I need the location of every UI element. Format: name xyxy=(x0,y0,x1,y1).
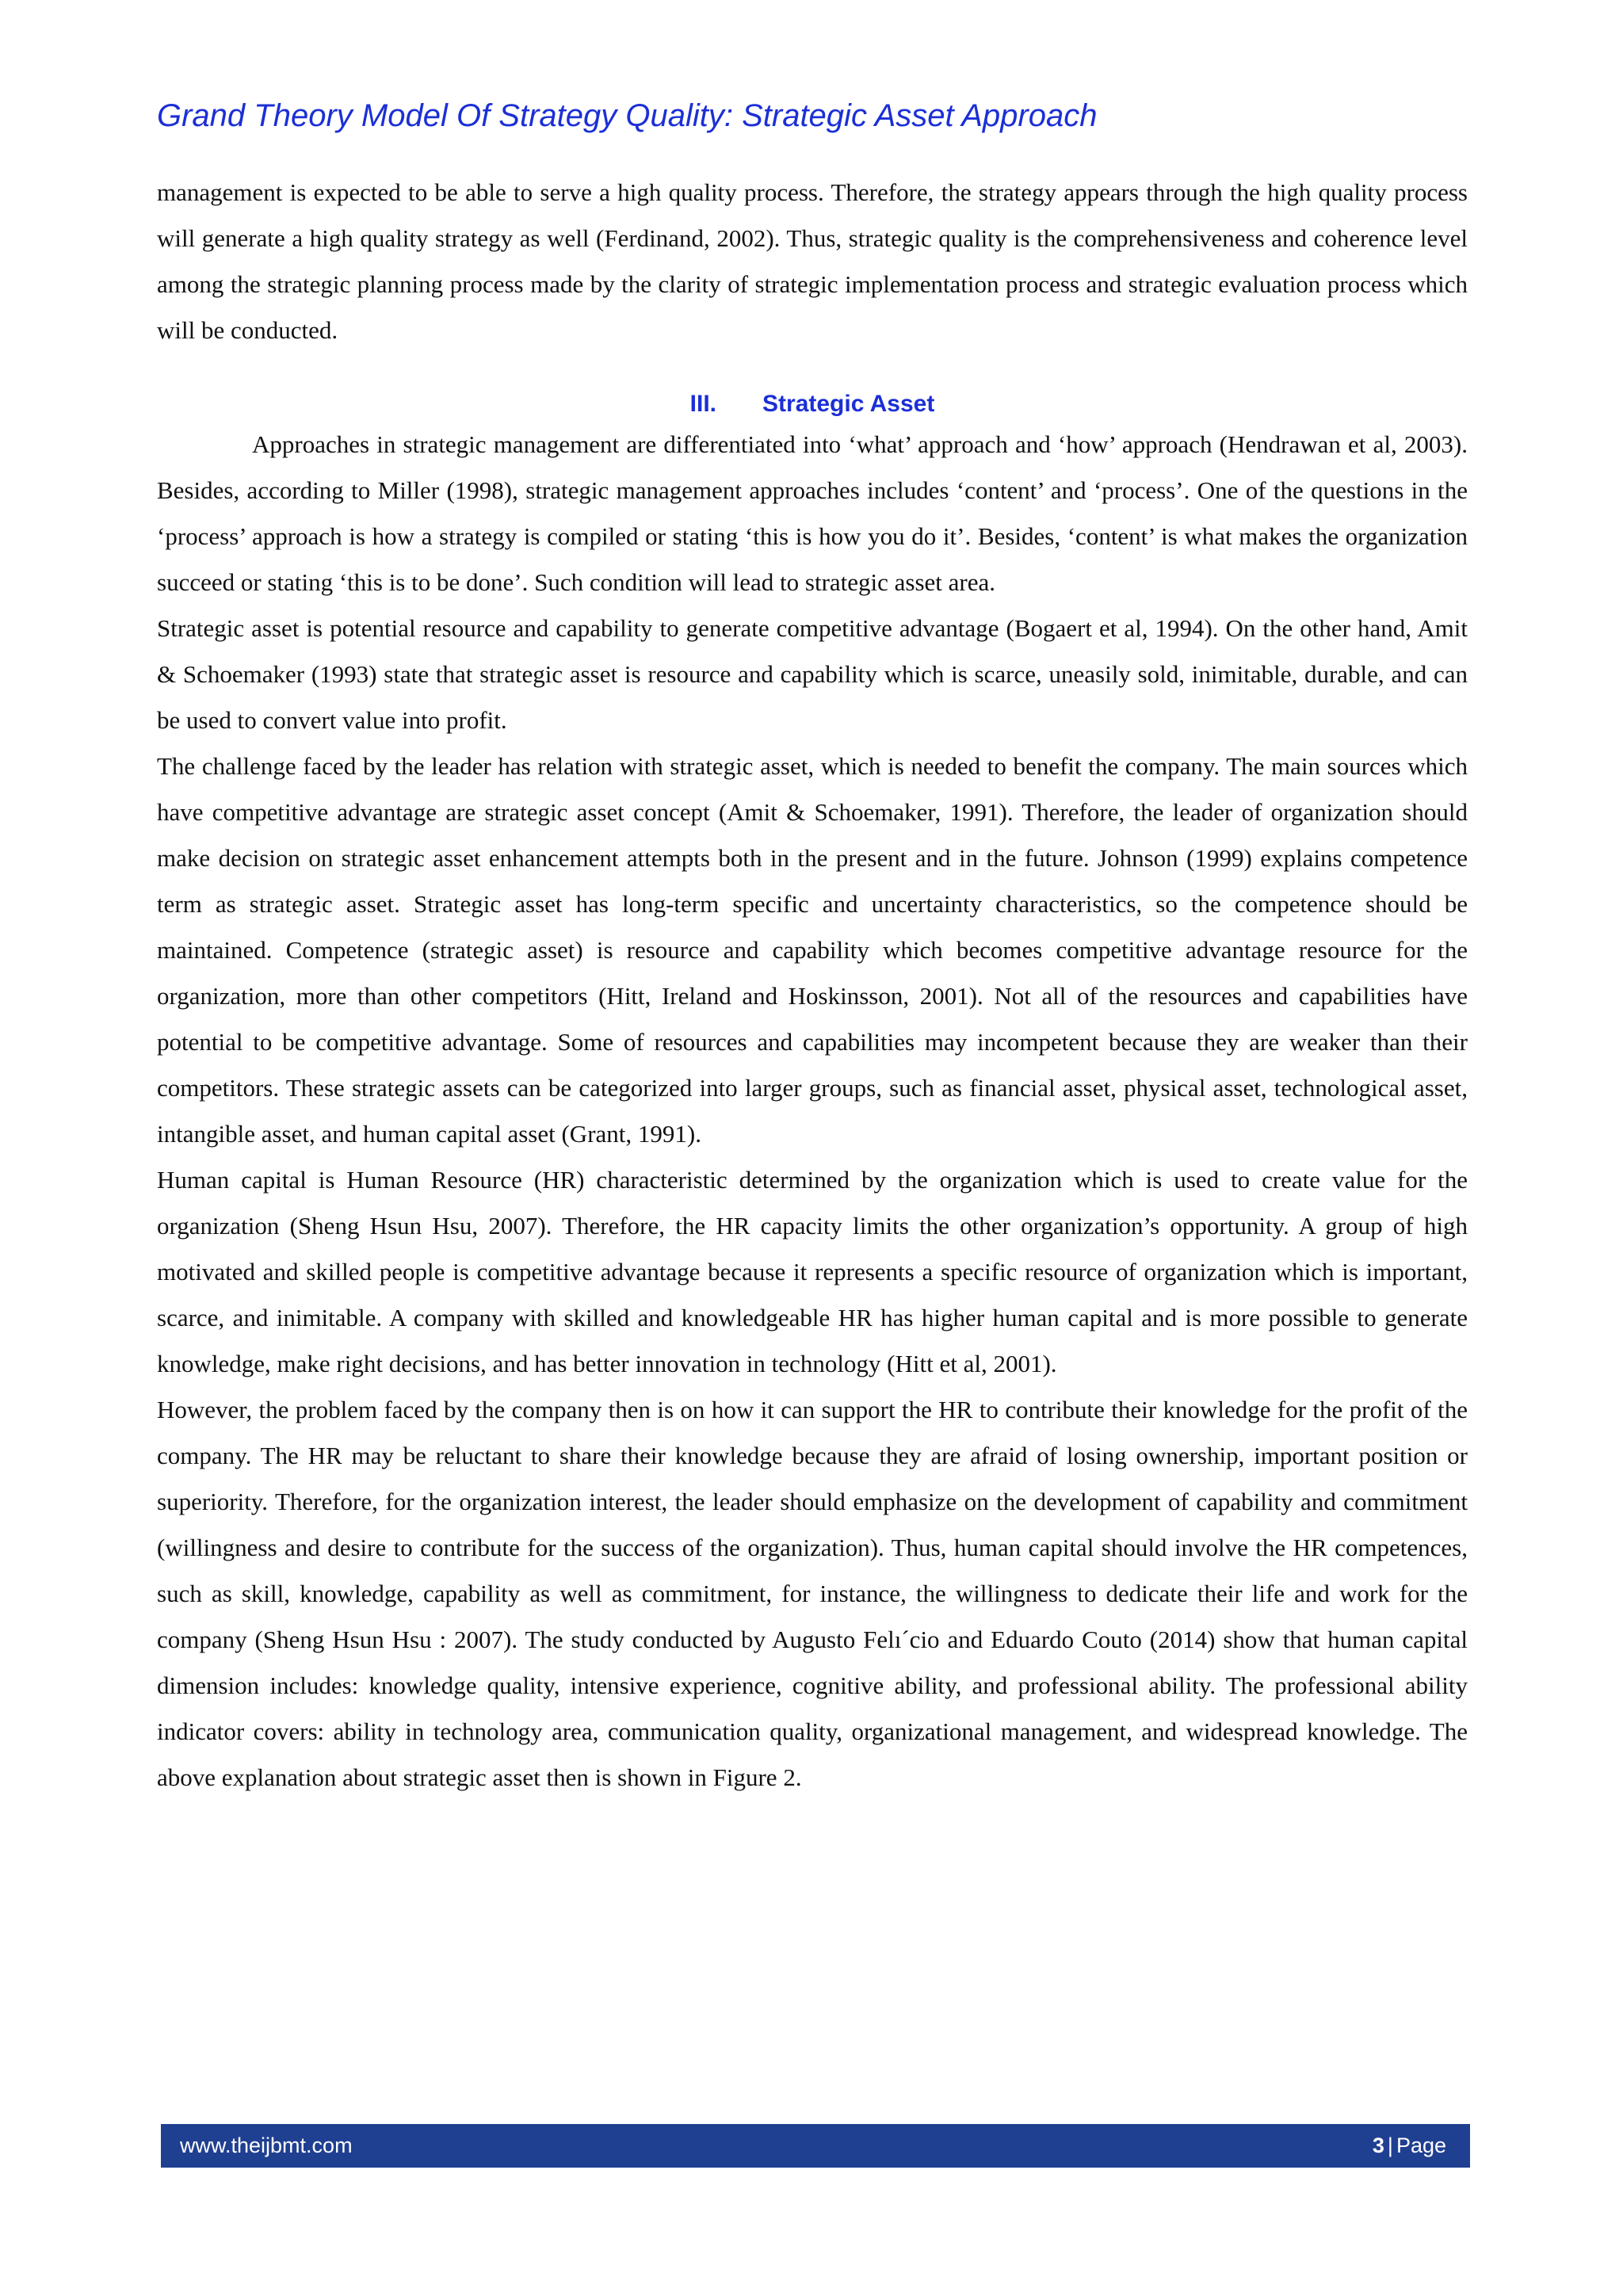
body-paragraph-hr-problem: However, the problem faced by the company then is on how it can support the HR to contribute their knowledge for the profit of the company. The HR may be reluctant to share their knowledge because they are afraid of losing ownership, important position or superiority. Therefore, for the organization interest, the leader should emphasize on the development of capability and commitment (willingness and desire to contribute for the success of the organization). Thus, human capital should involve the HR competences, such as skill, knowledge, capability as well as commitment, for instance, the willingness to dedicate their life and work for the company (Sheng Hsun Hsu : 2007). The study conducted by Augusto Felı´cio and Eduardo Couto (2014) show that human capital dimension includes: knowledge quality, intensive experience, cognitive ability, and professional ability. The professional ability indicator covers: ability in technology area, communication quality, organizational management, and widespread knowledge. The above explanation about strategic asset then is shown in Figure 2. xyxy=(157,1396,1468,1791)
page-footer-label xyxy=(1373,2124,1446,2168)
running-header-title: Grand Theory Model Of Strategy Quality: Strategic Asset Approach xyxy=(157,98,1098,133)
body-paragraph-approaches: Approaches in strategic management are differentiated into ‘what’ approach and ‘how’ approach (Hendrawan et al, 2003). Besides, according to Miller (1998), strategic management approaches includes ‘content’ and ‘process’. One of the questions in the ‘process’ approach is how a strategy is compiled or stating ‘this is how you do it’. Besides, ‘content’ is what makes the organization succeed or stating ‘this is to be done’. Such condition will lead to strategic asset area. xyxy=(157,430,1468,596)
journal-url: www.theijbmt.com xyxy=(180,2134,353,2157)
intro-paragraph: management is expected to be able to serve a high quality process. Therefore, the strategy appears through the high quality process will generate a high quality strategy as well (Ferdinand, 2002). Thus, strategic quality is the comprehensiveness and coherence level among the strategic planning process made by the clarity of strategic implementation process and strategic evaluation process which will be conducted. xyxy=(157,178,1468,344)
body-paragraph-human-capital: Human capital is Human Resource (HR) characteristic determined by the organization which is used to create value for the organization (Sheng Hsun Hsu, 2007). Therefore, the HR capacity limits the other organization’s opportunity. A group of high motivated and skilled people is competitive advantage because it represents a specific resource of organization which is important, scarce, and inimitable. A company with skilled and knowledgeable HR has higher human capital and is more possible to generate knowledge, make right decisions, and has better innovation in technology (Hitt et al, 2001). xyxy=(157,1166,1468,1377)
body-paragraph-leader-challenge: The challenge faced by the leader has relation with strategic asset, which is needed to benefit the company. The main sources which have competitive advantage are strategic asset concept (Amit & Schoemaker, 1991). Therefore, the leader of organization should make decision on strategic asset enhancement attempts both in the present and in the future. Johnson (1999) explains competence term as strategic asset. Strategic asset has long-term specific and uncertainty characteristics, so the competence should be maintained. Competence (strategic asset) is resource and capability which becomes competitive advantage resource for the organization, more than other competitors (Hitt, Ireland and Hoskinsson, 2001). Not all of the resources and capabilities have potential to be competitive advantage. Some of resources and capabilities may incompetent because they are weaker than their competitors. These strategic assets can be categorized into larger groups, such as financial asset, physical asset, technological asset, intangible asset, and human capital asset (Grant, 1991). xyxy=(157,752,1468,1148)
section-number: III. xyxy=(689,391,717,417)
page-separator: | xyxy=(1387,2134,1393,2157)
footer-bar xyxy=(161,2124,1470,2168)
body-paragraph-strategic-asset-definition: Strategic asset is potential resource and capability to generate competitive advantage (Bogaert et al, 1994). On the other hand, Amit & Schoemaker (1993) state that strategic asset is resource and capability which is scarce, uneasily sold, inimitable, durable, and can be used to convert value into profit. xyxy=(157,614,1468,734)
page-number: 3 xyxy=(1372,2134,1384,2157)
section-title: Strategic Asset xyxy=(762,391,935,417)
page-word: Page xyxy=(1396,2134,1446,2157)
section-heading xyxy=(157,387,1468,422)
article-body xyxy=(157,170,1468,1801)
